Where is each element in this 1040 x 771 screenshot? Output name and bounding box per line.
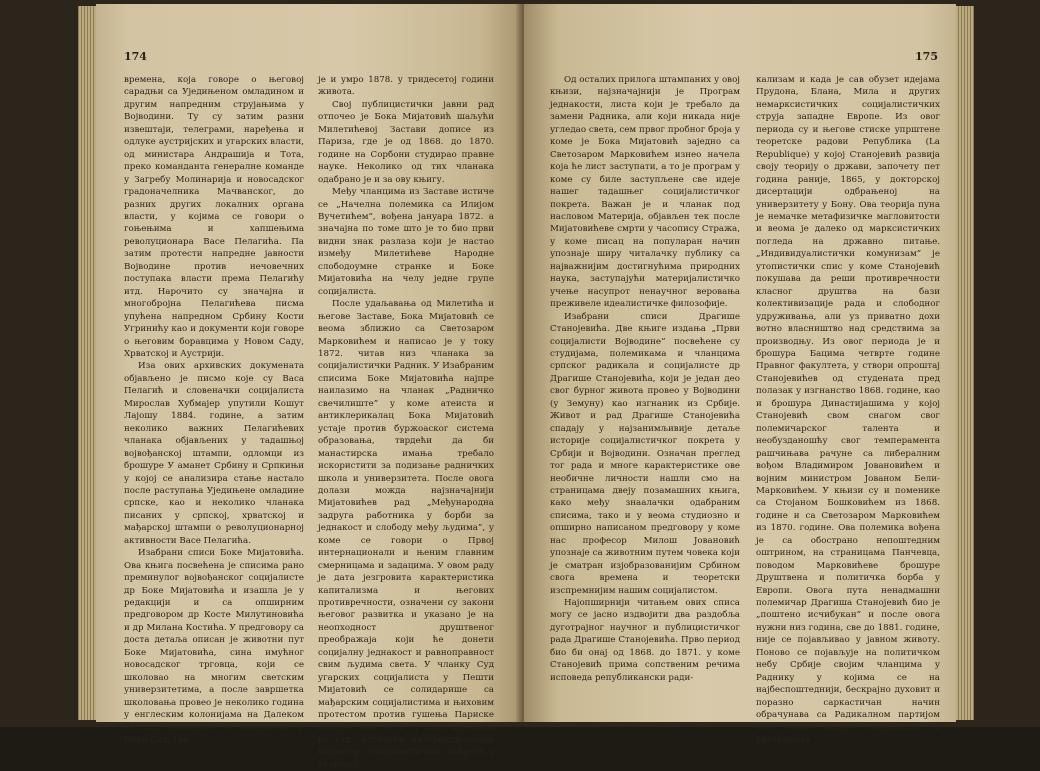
paragraph: је и умро 1878. у тридесетој години живота. [318, 75, 494, 98]
paragraph: Најопширнији читањем ових списа могу се јасно издвојити два раздобља дуготрајног научног и публицистичког рада Драгише Станојевића. Прво период био би онај од 1868. до 1871. у коме Станојевић прима сопственим речима исповеда републикански ради- [550, 598, 740, 683]
left-column-2 [318, 74, 494, 771]
paragraph: времена, која говоре о његовој сарадњи са Уједињеном омладином и другим напредним струјањима у Војводини. Ту су затим разни извештаји, телеграми, наређења и одлуке аустријских и угарских власти, од министара Андрашија и Тота, преко команданта генералне команде у Загребу Молинарија и новосадског градоначелника Мачванског, до разних других локалних органа власти, у којима се говори о гоњењима и хапшењима револуционара Васе Пелагића. Па затим протести напредне јавности Војводине против нечовечних поступака власти према Пелагићу итд. Нарочито су значајна и многобројна Пелагићева писма упућена напредном Србину Кости Угринићу као и документи који говоре о његовим боравцима у Новом Саду, Хрватској и Аустрији. [124, 75, 304, 359]
left-column-1 [124, 74, 304, 746]
page-number-left: 174 [124, 50, 147, 63]
page-number-right: 175 [915, 50, 938, 63]
paragraph: Иза ових архивских докумената објављено је писмо које су Васа Пелагић и словеначки социјалиста Мирослав Хубмајер упутили Кошут Лајошу 1884. године, а затим неколико важних Пелагићевих чланака објављених у тадашњој војвођанској штампи, одломци из брошуре У аманет Србину и Српкињи у којој се анализира стање настало после раступања Уједињене омладине српске, као и неколико чланака писаних у српској, хрватској и мађарској штампи о револуционарној активности Васе Пелагића. [124, 361, 304, 546]
paragraph: кализам и када је сав обузет идејама Прудона, Блана, Мила и других немарксистичких социјалистичких струја западне Европе. Из овог периода су и његове стиске упрштене теоретске радови Република (La Republique) у којој Станојевић развија своју теорију о држави, започету пет година раније, 1865, у докторској дисертацији одбрањеној на универзитету у Бону. Ова теорија пуна је немачке метафизичке магловитости и веома је далеко од марксистичких погледа на државно питање. „Индивидуалистички комунизам” је утопистички спис у коме Станојевић покушава да реши противречности класног друштва на бази колективизације рада и слободног удруживања, али уз приватно дохи вотно власништво над средствима за производњу. Из овог периода је и брошура Бацима четврте године Правног факултета, у створи опроштај Станојевићев од студената пред полазак у изгнанство 1868. године, као и брошура Династијашима у којој Станојевић свом снагом свог полемичарског талента и необузданошћу свог темперамента рашчињава рачуне са либералним вођом Владимиром Јовановићем и војним министром Јованом Бели-Марковићем. У књизи су и поменике са Стојаном Бошковићем из 1868. године и са Светозаром Марковићем из 1870. године. Ова полемика вођена је са обострано непоштедним оштрином, на страницама Панчевца, поводом Марковићеве брошуре Друштвена и политичка борба у Европи. Овога пута ненадмашни полемичар Драгиша Станојевић био је „поштено исчибукан” и после овога нужни низ година, све до 1881. године, није се појављивао у јавном животу. Поново се појављује на политичком небу Србије својим чланцима у Раднику у којима се на најбеспоштеднији, бескрајно духовит и поразно саркастичан начин обрачунава са Радикалном партијом због њене издаје социјализма и претварања [756, 75, 940, 746]
paragraph: Изабрани списи Драгише Станојевића. Две књиге издања „Први социјалисти Војводине” посвећене су студијама, полемикама и чланцима српског радикала и социјалисте др Драгише Станојевића, који је један део свог бурног живота провео у Војводини (у Земуну) као изгнаник из Србије. Живот и рад Драгише Станојевића спадају у најзанимљивије детаље историје социјалистичког покрета у Србији и Војводини. Означан преглед тог рада и многе карактеристике ове необичне личности нашли смо на страницама двеју позамашних књига, како међу знаалачки одабраним списима, тако и у веома студиозно и опширно написаном предговору у коме нас професор Милош Јовановић упознаје са животним путем човека који је сматран изјобразованијим Србином свога времена и теоретски изспремнијим нашим социјалистом. [550, 311, 740, 596]
paragraph: Од осталих прилога штампаних у овој књизи, најзначајнији је Програм једнакости, листа који је требало да замени Радника, али који никада није угледао света, сем првог пробног броја у коме је Бока Мијатовић заједно са Светозаром Марковићем изнео начела која ће лист заступати, а то је програм у коме су биле заступљене све идеје нашег тадашњег социјалистичког покрета. Важан је и чланак под насловом Материја, објављен тек после Мијатовићеве смрти у часопису Стража, у коме писац на популаран начин упознаје ширу читалачку публику са најважнијим достигнућима природних наука, заступајући материјалистичко учење насупрот ненаучног веровања преживеле идеалистичке филозофије. [550, 75, 740, 310]
paragraph: Изабрани списи Боке Мијатовића. Ова књига посвећена је списима рано преминулог војвођанског социјалисте др Боке Мијатовића и изашла је у редакцији и са опширним предговором др Косте Милутиновића и др Милана Костића. У предговору са доста детаља описан је животни пут Боке Мијатовића, сина имућног новосадског трговца, који се школовао на многим светским универзитетима, а после завршетка школовања провео је неколико година у енглеским колонијама на Далеком Истоку, враћајући се повремено у Нови Сад, где [124, 548, 304, 746]
right-column-2 [756, 74, 940, 746]
paragraph: После удаљавања од Милетића и његове Заставе, Бока Мијатовић се веома зближио са Светозаром Марковићем и написао је у току 1872. читав низ чланака за социјалистички Радник. У Изабраним списима Боке Мијатовића најпре наилазимо на чланак „Радничко свечилиште” у коме атеиста и антиклерикалац Бока Мијатовић устаје против буржоаског система образовања, тврдећи да би манастирска имања требало искористити за подизање радничких школа и универзитета. После овога долази можда најзначајнији Мијатовићев рад „Међународна задруга работника у борби за једнакост и слободу међу људима”, у коме се говори о Првој интернационали и њеним главним смерницама и задацима. У овом раду је дата језгровита карактеристика капитализма и његових противречности, означени су закони његовог развитка и указано је на неопходност друштвеног преображаја који ће донети социјалну једнакост и равноправност свим људима света. У чланку Суд угарских социјалиста у Пешти Мијатовић се солидарише са мађарским социјалистима и њиховим протестом против гушења Париске комуне, због чега су били изведени на суд, истичући интернационални карактер социјалистичког покрета у Угарској. [318, 299, 494, 770]
paragraph: Свој публицистички јавни рад отпочео је Бока Мијатовић шаљући Милетићевој Застави дописе из Париза, где је од 1868. до 1870. године на Сорбони студирао правне науке. Неколико од тих чланака одабрано је и за ову књигу. [318, 99, 494, 185]
right-page-edges [956, 6, 974, 720]
right-page [524, 4, 956, 746]
paragraph: Међу чланцима из Заставе истиче се „Начелна полемика са Илијом Вучетићем”, вођена јануара 1872. а значајна по томе што је то био први видни знак разлаза који је настао између Милетићеве Народне слободоумне странке и Боке Мијатовића на челу једне групе социјалиста. [318, 187, 494, 297]
left-page-edges [78, 6, 96, 720]
left-page [96, 4, 522, 770]
right-column-1 [550, 74, 740, 684]
